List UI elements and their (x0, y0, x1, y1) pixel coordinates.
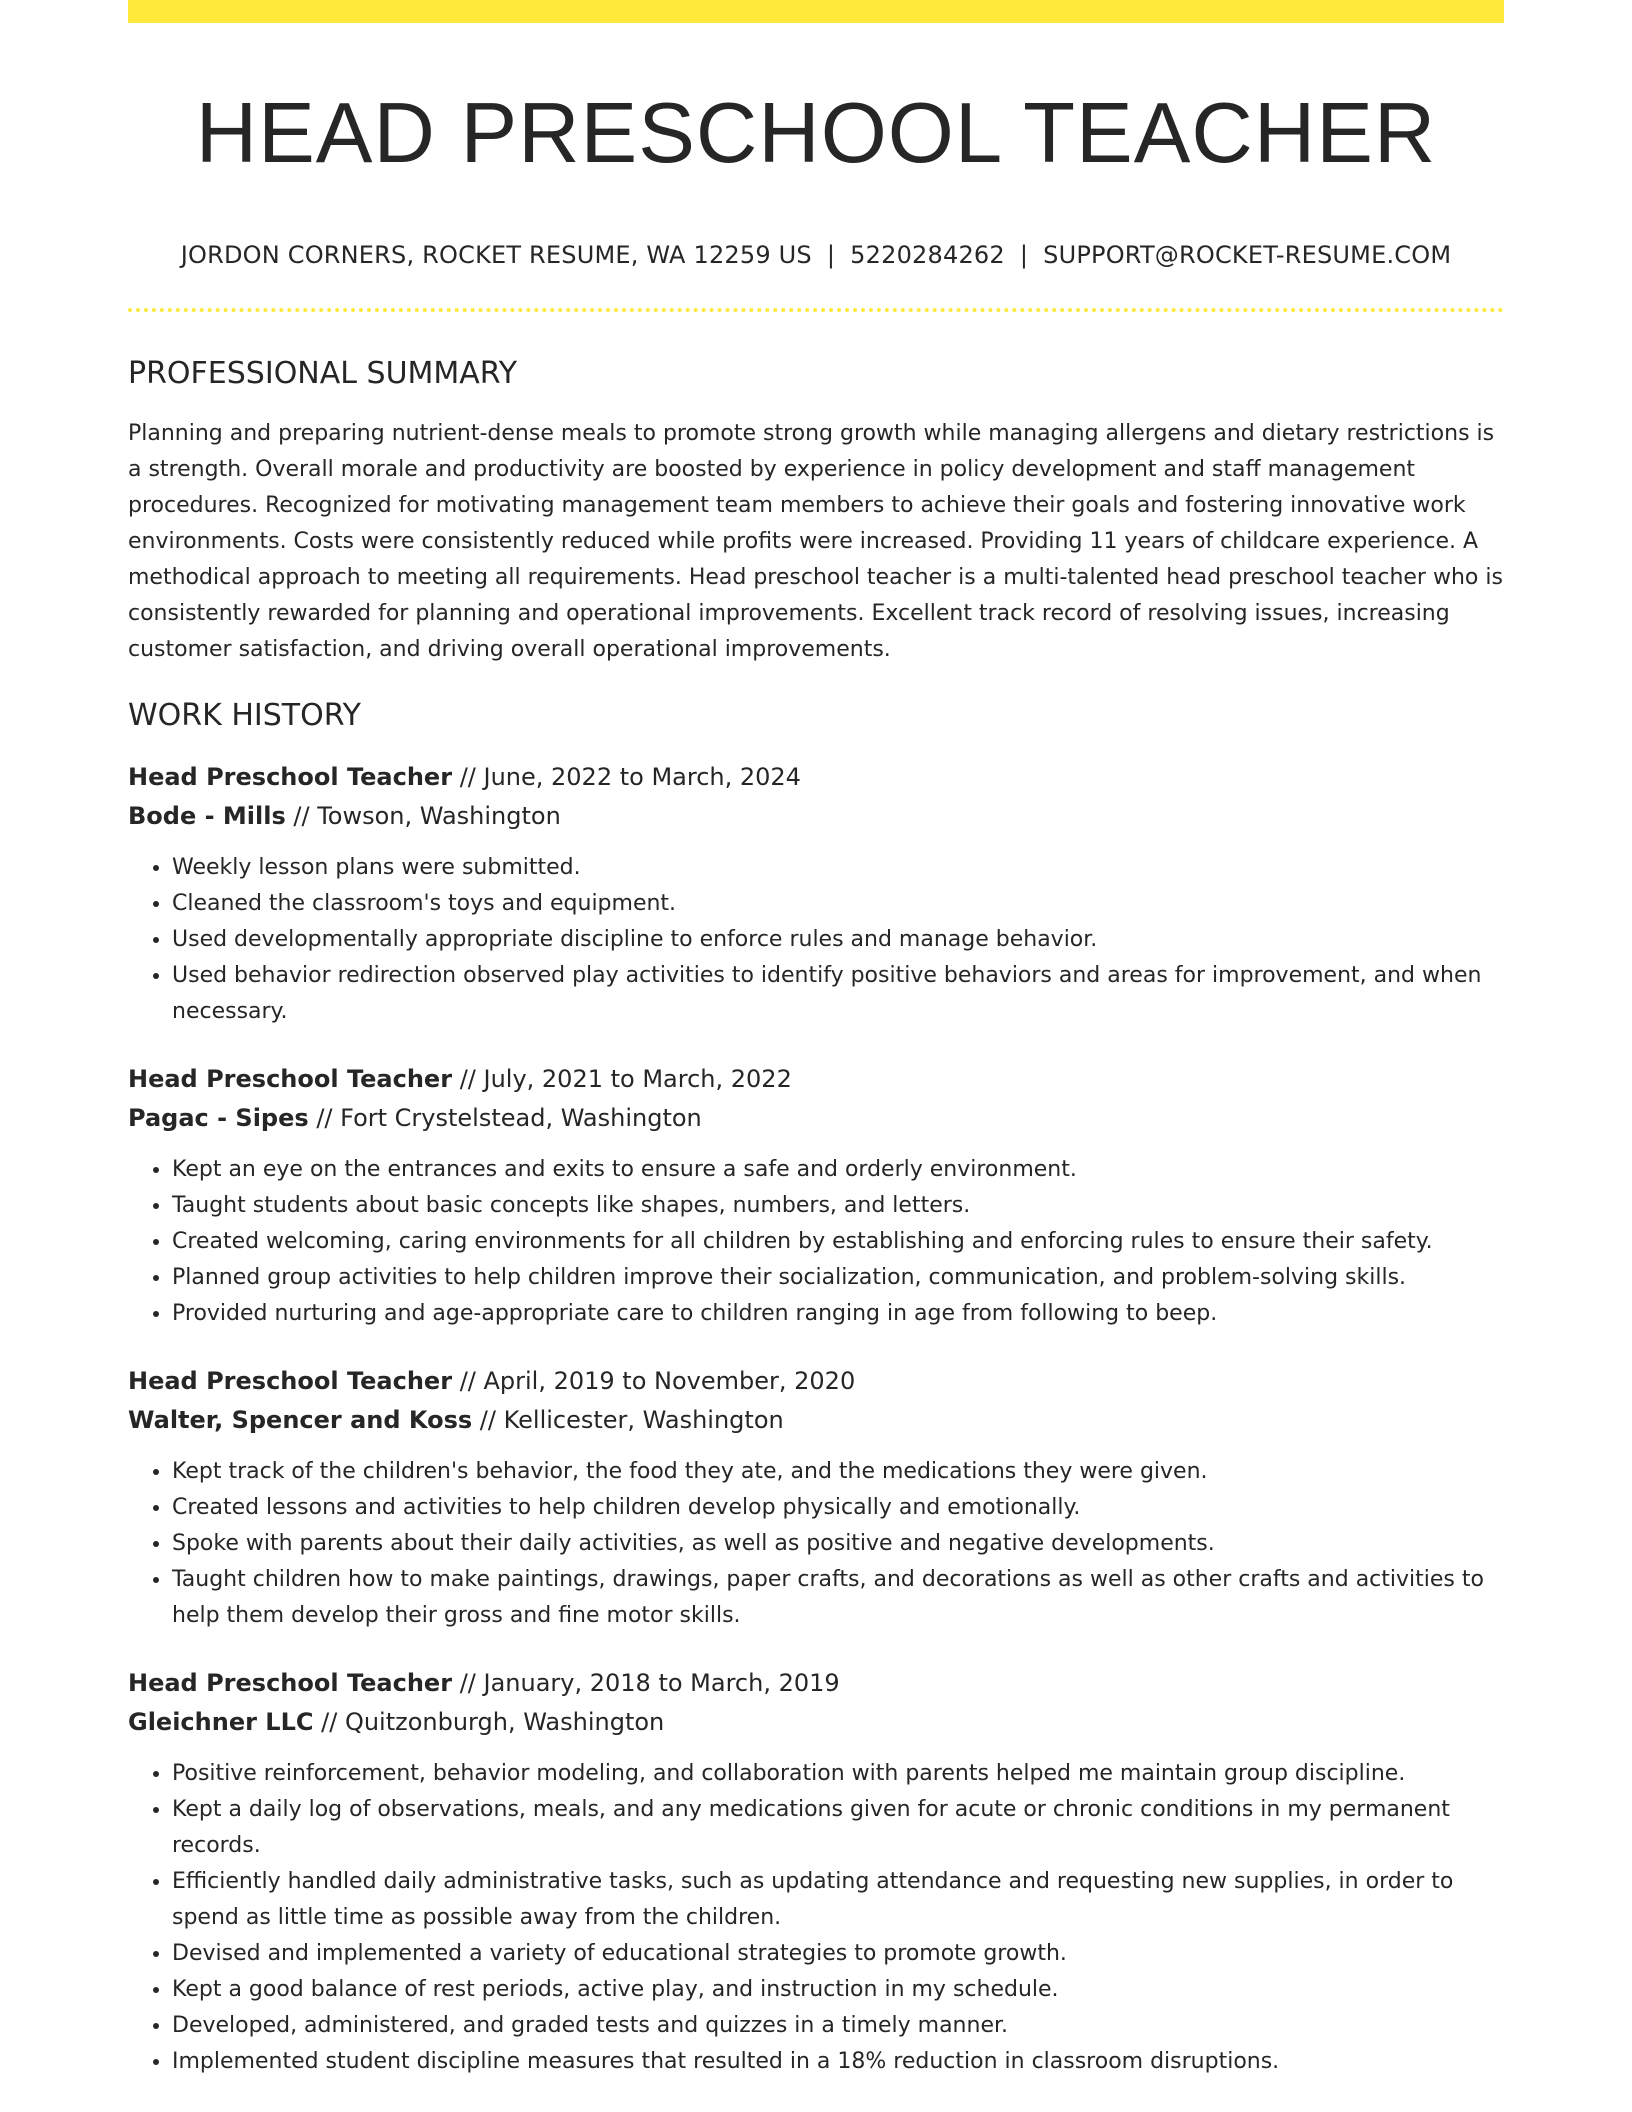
job-company-line (128, 797, 1504, 836)
job-location: // Quitzonburgh, Washington (321, 1708, 665, 1736)
duty-item: • Positive reinforcement, behavior modeling, and collaboration with parents helped me maintain group discipline. (172, 1756, 1504, 1792)
job-company: Gleichner LLC (128, 1708, 314, 1736)
job-company-line (128, 1099, 1504, 1138)
job-company: Pagac - Sipes (128, 1104, 309, 1132)
job-location: // Towson, Washington (293, 802, 561, 830)
duty-item: • Implemented student discipline measures that resulted in a 18% reduction in classroom disruptions. (172, 2044, 1504, 2080)
job-title-line (128, 1362, 1504, 1401)
job-company-line (128, 1401, 1504, 1440)
duty-item: • Created lessons and activities to help children develop physically and emotionally. (172, 1490, 1504, 1526)
dotted-divider (128, 308, 1504, 312)
job-duties-list (128, 1152, 1504, 1332)
job-duties-list (128, 1454, 1504, 1634)
contact-separator: | (1019, 241, 1029, 269)
job-dates: // January, 2018 to March, 2019 (459, 1669, 840, 1697)
job-title-line (128, 1664, 1504, 1703)
duty-item: • Developed, administered, and graded tests and quizzes in a timely manner. (172, 2008, 1504, 2044)
duty-item: • Created welcoming, caring environments for all children by establishing and enforcing rules to ensure their safety. (172, 1224, 1504, 1260)
duty-item: • Cleaned the classroom's toys and equipment. (172, 886, 1504, 922)
job-role: Head Preschool Teacher (128, 1669, 453, 1697)
work-history-list (128, 758, 1504, 2080)
contact-line (128, 240, 1504, 270)
duty-item: • Provided nurturing and age-appropriate care to children ranging in age from following to beep. (172, 1296, 1504, 1332)
contact-address: JORDON CORNERS, ROCKET RESUME, WA 12259 US (180, 241, 812, 269)
duty-item: • Kept an eye on the entrances and exits to ensure a safe and orderly environment. (172, 1152, 1504, 1188)
job-entry (128, 1362, 1504, 1634)
job-location: // Kellicester, Washington (479, 1406, 784, 1434)
job-entry (128, 1060, 1504, 1332)
duty-item: • Kept track of the children's behavior, the food they ate, and the medications they were given. (172, 1454, 1504, 1490)
contact-separator: | (826, 241, 836, 269)
job-role: Head Preschool Teacher (128, 763, 453, 791)
job-company-line (128, 1703, 1504, 1742)
job-company: Walter, Spencer and Koss (128, 1406, 473, 1434)
job-dates: // April, 2019 to November, 2020 (459, 1367, 856, 1395)
duty-item: • Spoke with parents about their daily activities, as well as positive and negative developments. (172, 1526, 1504, 1562)
contact-phone: 5220284262 (850, 241, 1005, 269)
duty-item: • Taught students about basic concepts like shapes, numbers, and letters. (172, 1188, 1504, 1224)
duty-item: • Devised and implemented a variety of educational strategies to promote growth. (172, 1936, 1504, 1972)
top-accent-bar (128, 0, 1504, 23)
job-dates: // July, 2021 to March, 2022 (459, 1065, 792, 1093)
job-role: Head Preschool Teacher (128, 1367, 453, 1395)
duty-item: • Taught children how to make paintings, drawings, paper crafts, and decorations as well as other crafts and activities to help them develop their gross and fine motor skills. (172, 1562, 1504, 1634)
job-title-line (128, 758, 1504, 797)
duty-item: • Planned group activities to help children improve their socialization, communication, and problem-solving skills. (172, 1260, 1504, 1296)
job-entry (128, 1664, 1504, 2080)
duty-item: • Used behavior redirection observed play activities to identify positive behaviors and areas for improvement, and when necessary. (172, 958, 1504, 1030)
duty-item: • Kept a daily log of observations, meals, and any medications given for acute or chronic conditions in my permanent records. (172, 1792, 1504, 1864)
job-role: Head Preschool Teacher (128, 1065, 453, 1093)
summary-text: Planning and preparing nutrient-dense meals to promote strong growth while managing allergens and dietary restrictions is a strength. Overall morale and productivity are boosted by experience in policy development and staff management procedures. Recognized for motivating management team members to achieve their goals and fostering innovative work environments. Costs were consistently reduced while profits were increased. Providing 11 years of childcare experience. A methodical approach to meeting all requirements. Head preschool teacher is a multi-talented head preschool teacher who is consistently rewarded for planning and operational improvements. Excellent track record of resolving issues, increasing customer satisfaction, and driving overall operational improvements. (128, 421, 1503, 662)
resume-page (128, 0, 1504, 2080)
job-title-line (128, 1060, 1504, 1099)
duty-item: • Weekly lesson plans were submitted. (172, 850, 1504, 886)
contact-email: SUPPORT@ROCKET-RESUME.COM (1043, 241, 1452, 269)
job-entry (128, 758, 1504, 1030)
duty-item: • Used developmentally appropriate discipline to enforce rules and manage behavior. (172, 922, 1504, 958)
duty-item: • Kept a good balance of rest periods, active play, and instruction in my schedule. (172, 1972, 1504, 2008)
duty-item: • Efficiently handled daily administrative tasks, such as updating attendance and requesting new supplies, in order to spend as little time as possible away from the children. (172, 1864, 1504, 1936)
job-duties-list (128, 850, 1504, 1030)
job-dates: // June, 2022 to March, 2024 (459, 763, 801, 791)
work-history-heading: WORK HISTORY (128, 698, 361, 733)
job-location: // Fort Crystelstead, Washington (316, 1104, 702, 1132)
job-company: Bode - Mills (128, 802, 286, 830)
summary-heading: PROFESSIONAL SUMMARY (128, 356, 518, 391)
resume-title: HEAD PRESCHOOL TEACHER (195, 86, 1437, 181)
job-duties-list (128, 1756, 1504, 2080)
